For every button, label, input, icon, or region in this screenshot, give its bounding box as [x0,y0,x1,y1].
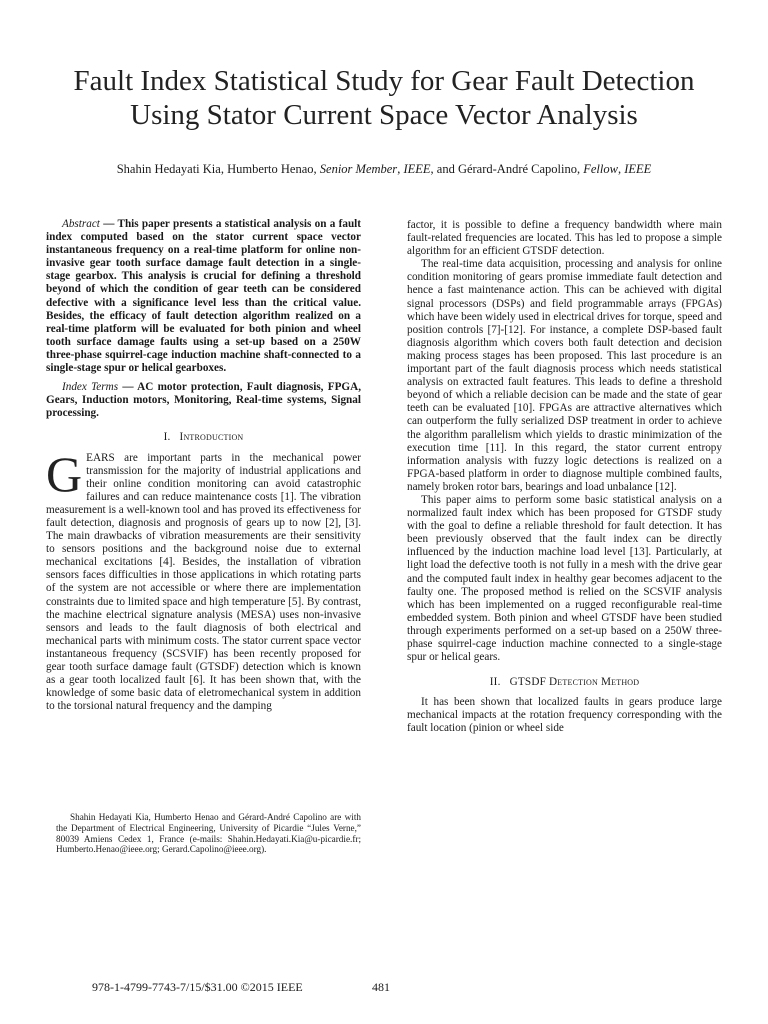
abstract-text: — This paper presents a statistical analysis on a fault index computed based on the stator current space vector instantaneous frequency on a real-time platform for online non-invasive gear tooth surface damage fault detection in a single-stage gearbox. This analysis is crucial for defining a threshold beyond of which the condition of gear teeth can be considered defective with a significance level less than the critical value. Besides, the efficacy of fault detection algorithm realized on a real-time platform will be evaluated for both pinion and wheel tooth surface damage faults using a set-up based on a 250W three-phase squirrel-cage induction machine shaft-connected to a single-stage spur or helical gearboxes. [46,218,361,375]
left-column [46,218,361,713]
authors-separator-2: , [617,162,625,176]
right-paragraph-2: The real-time data acquisition, processing and analysis for online condition monitoring of gears promise immediate fault detection and hence a fast maintenance action. This can be achieved with digital signal processors (DSPs) and field programmable arrays (FPGAs) which have been widely used in electrical drives for torque, speed and position controls [7]-[12]. For instance, a complete DSP-based fault diagnosis algorithm which covers both fault detection and decision making process stages has been proposed. This last procedure is an important part of the fault diagnosis process which needs statistical analysis on extracted fault features. This leads to define a threshold beyond of which a reliable decision can be made and the state of gear teeth can be evaluated [10]. FPGAs are attractive alternatives which can outperform the fully serialized DSP treatment in order to achieve the algorithm parallelism which yields to drastic minimization of the execution time [11]. In this regard, the stator current entropy information analysis with fuzzy logic detections is realized on a FPGA-based platform in order to diagnose multiple combined faults, namely broken rotor bars, bearings and load unbalance [12]. [407,258,722,493]
member-grade: Senior Member [319,162,398,176]
author-affiliation-footnote: Shahin Hedayati Kia, Humberto Henao and Gérard-André Capolino are with the Department of Electrical Engineering, University of Picardie “Jules Verne,” 80039 Amiens Cedex 1, France (e-mails: Shahin.Hedayati.Kia@u-picardie.fr; Humberto.Henao@ieee.org; Gerard.Capolino@ieee.org). [56,812,361,855]
author-line [0,162,768,177]
fellow-grade: Fellow [583,162,618,176]
right-column [407,219,722,736]
section-2-number: II. [489,676,501,689]
abstract-label: Abstract [62,218,100,230]
drop-cap: G [46,445,83,502]
paper-title [0,64,768,132]
intro-text: EARS are important parts in the mechanical power transmission for the majority of industrial applications and their online condition monitoring can avoid catastrophic failures and can reduce maintenance costs [1]. The vibration measurement is a well-known tool and has proved its effectiveness for fault detection, diagnosis and prognosis of gears up to now [2], [3]. The main drawbacks of vibration measurements are their sensitivity to sensors positions and the background noise due to external mechanical excitations [4]. Besides, the installation of vibration sensors faces difficulties in those applications in which rotating parts of the system are not accessible or where there are implementation constraints due to limited space and high temperature [5]. By contrast, the machine electrical signature analysis (MESA) uses non-invasive sensors and leads to the fault diagnosis of both electrical and mechanical parts with minimum costs. The stator current space vector instantaneous frequency (SCSVIF) has been recently proposed for gear tooth surface damage fault (GTSDF) detection which is known as a gear tooth localized fault [6]. It has been shown that, with the knowledge of some basic data of eletromechanical system in addition to the torsional natural frequency and the damping [46,451,361,713]
abstract [46,218,361,375]
footer-isbn: 978-1-4799-7743-7/15/$31.00 ©2015 IEEE [92,980,303,994]
right-paragraph-1: factor, it is possible to define a frequency bandwidth where main fault-related frequencies are located. This has led to propose a simple algorithm for an efficient GTSDF detection. [407,219,722,258]
title-line-2: Using Stator Current Space Vector Analysis [130,99,638,131]
index-terms [46,381,361,420]
section-number: I. [163,431,171,444]
section-heading-introduction [46,431,361,444]
society-name: IEEE [403,162,431,176]
authors-text-2: , and Gérard-André Capolino, [430,162,584,176]
section-2-title: GTSDF Detection Method [509,676,640,689]
index-terms-label: Index Terms [62,381,119,394]
title-line-1: Fault Index Statistical Study for Gear Fault Detection [73,65,695,97]
right-paragraph-3: This paper aims to perform some basic statistical analysis on a normalized fault index which has been proposed for GTSDF study with the goal to define a reliable threshold for fault detection. It has been previously observed that the fault index can be directly influenced by the induction machine load level [13]. Particularly, at light load the defective tooth is not fully in a mesh with the drive gear and the computed fault index in healthy gear becomes adjacent to the faulty one. The proposed method is relied on the SCSVIF analysis which has been implemented on a rugged reconfigurable real-time embedded system. Both pinion and wheel GTSDF have been studied through experiments performed on a set-up based on a 250W three-phase squirrel-cage induction machine connected to a single-stage spur or helical gears. [407,493,722,664]
authors-separator: , [397,162,404,176]
intro-paragraph [46,445,361,714]
index-terms-text: — AC motor protection, Fault diagnosis, FPGA, Gears, Induction motors, Monitoring, Real-time systems, Signal processing. [46,381,361,420]
right-paragraph-4: It has been shown that localized faults in gears produce large mechanical impacts at the rotation frequency corresponding with the fault location (pinion or wheel side [407,696,722,735]
authors-text: Shahin Hedayati Kia, Humberto Henao, [116,162,320,176]
page-number: 481 [372,980,390,994]
section-heading-gtsdf [407,676,722,689]
section-title: Introduction [179,431,244,444]
society-name-2: IEEE [624,162,652,176]
